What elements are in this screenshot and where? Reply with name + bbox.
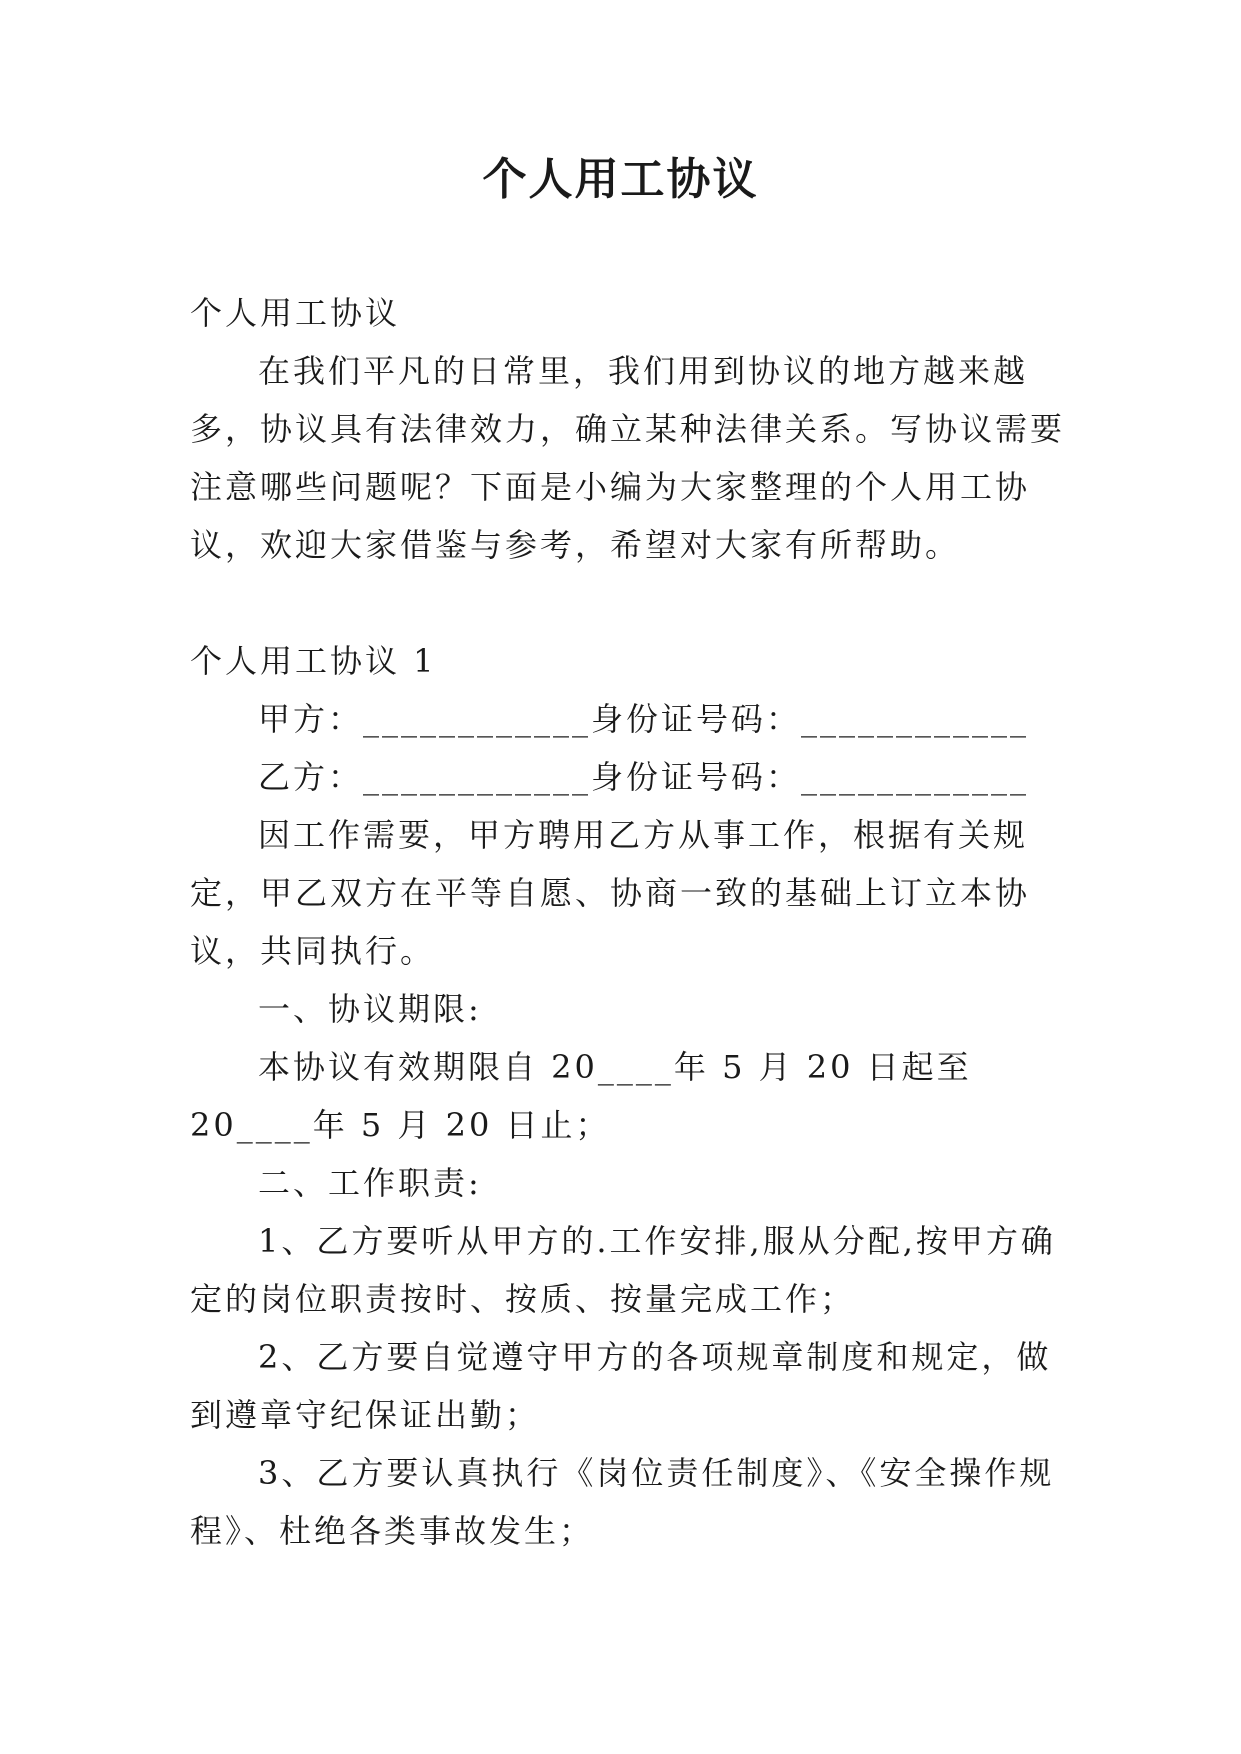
party-b-line: 乙方：____________身份证号码：____________ [258,758,1030,796]
duty-item-1: 1、乙方要听从甲方的.工作安排,服从分配,按甲方确定的岗位职责按时、按质、按量完成工作； [190,1222,1056,1318]
duty-item-2: 2、乙方要自觉遵守甲方的各项规章制度和规定，做到遵章守纪保证出勤； [190,1338,1052,1434]
document-body [190,284,1070,1560]
clause-heading-term: 一、协议期限: [258,990,482,1028]
clause-heading-duties: 二、工作职责: [258,1164,482,1202]
document-title: 个人用工协议 [482,154,759,205]
clause-term-text: 本协议有效期限自 20____年 5 月 20 日起至 20____年 5 月 20 日止； [190,1048,972,1144]
intro-paragraph: 在我们平凡的日常里，我们用到协议的地方越来越多，协议具有法律效力，确立某种法律关系。写协议需要注意哪些问题呢？下面是小编为大家整理的个人用工协议，欢迎大家借鉴与参考，希望对大家有所帮助。 [190,352,1066,564]
duty-item-3: 3、乙方要认真执行《岗位责任制度》、《安全操作规程》、杜绝各类事故发生； [190,1454,1055,1550]
paragraph-spacer [190,574,1070,632]
party-a-line: 甲方：____________身份证号码：____________ [258,700,1030,738]
section-heading: 个人用工协议 [190,294,401,332]
agreement-heading: 个人用工协议 1 [190,642,437,680]
preamble-paragraph: 因工作需要，甲方聘用乙方从事工作，根据有关规定，甲乙双方在平等自愿、协商一致的基础上订立本协议，共同执行。 [190,816,1031,970]
